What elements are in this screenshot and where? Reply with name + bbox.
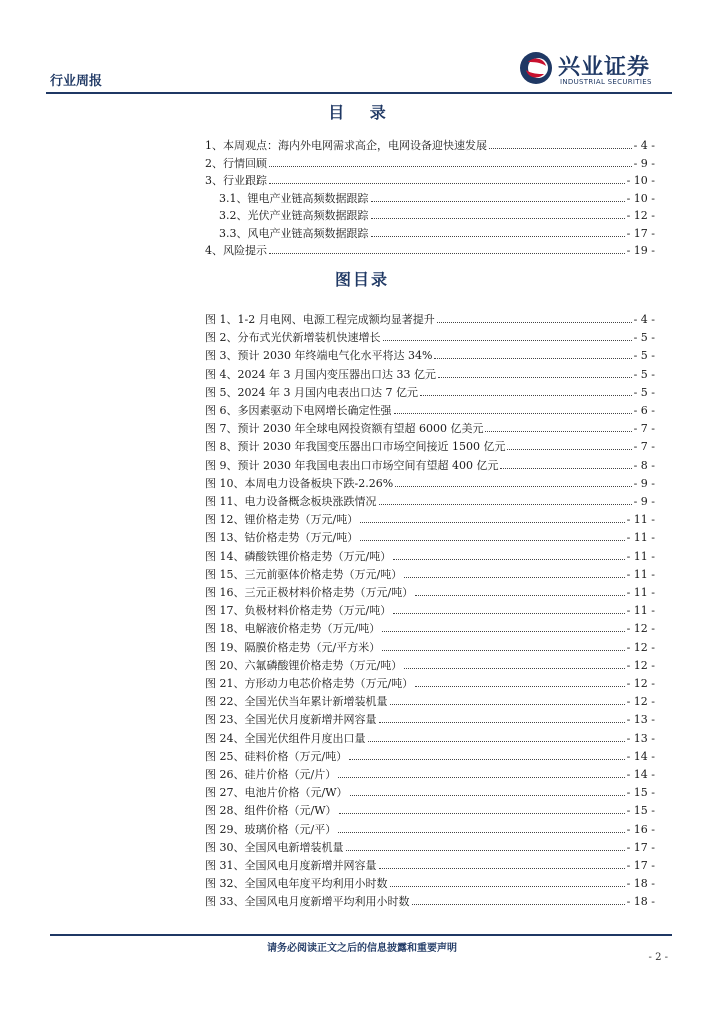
figure-entry-label: 图 33、全国风电月度新增平均利用小时数	[205, 895, 410, 909]
figure-entry[interactable]	[205, 872, 655, 890]
dot-leader	[507, 449, 631, 450]
figure-entry-page: - 11 -	[626, 604, 655, 618]
figure-entry-label: 图 4、2024 年 3 月国内变压器出口达 33 亿元	[205, 367, 436, 381]
figure-entry[interactable]	[205, 472, 655, 490]
figure-entry-label: 图 20、六氟磷酸锂价格走势（万元/吨）	[205, 658, 403, 672]
figure-entry-page: - 12 -	[626, 622, 655, 636]
toc-entry-page: - 10 -	[626, 191, 655, 205]
figure-entry[interactable]	[205, 508, 655, 526]
dot-leader	[500, 468, 631, 469]
figure-entry-label: 图 29、玻璃价格（元/平）	[205, 822, 337, 836]
figure-entry-page: - 5 -	[633, 331, 655, 345]
figure-entry[interactable]	[205, 581, 655, 599]
dot-leader	[420, 395, 632, 396]
figure-entry[interactable]	[205, 781, 655, 799]
figure-entry[interactable]	[205, 799, 655, 817]
dot-leader	[360, 522, 624, 523]
figure-entry[interactable]	[205, 890, 655, 908]
dot-leader	[390, 704, 625, 705]
header-divider	[46, 92, 672, 94]
figure-entry-label: 图 8、预计 2030 年我国变压器出口市场空间接近 1500 亿元	[205, 440, 506, 454]
dot-leader	[382, 631, 624, 632]
figure-entry[interactable]	[205, 745, 655, 763]
figure-entry[interactable]	[205, 308, 655, 326]
dot-leader	[379, 722, 625, 723]
figure-entry-page: - 17 -	[626, 859, 655, 872]
figure-entry-label: 图 21、方形动力电芯价格走势（万元/吨）	[205, 677, 414, 690]
figure-entry-page: - 14 -	[626, 749, 655, 763]
figure-entry[interactable]	[205, 727, 655, 745]
figure-entry-page: - 12 -	[626, 658, 655, 672]
figure-entry-page: - 5 -	[633, 385, 655, 399]
toc-entry-label: 3.2、光伏产业链高频数据跟踪	[219, 209, 369, 222]
figure-entry-label: 图 27、电池片价格（元/W）	[205, 786, 348, 800]
figure-entry[interactable]	[205, 599, 655, 617]
figures-title: 图目录	[334, 270, 389, 289]
figure-entry-page: - 7 -	[633, 440, 655, 454]
dot-leader	[339, 813, 625, 814]
figure-entry-page: - 14 -	[626, 768, 655, 781]
figure-entry[interactable]	[205, 690, 655, 708]
toc-entry[interactable]	[205, 239, 655, 257]
figure-entry-page: - 15 -	[626, 804, 655, 818]
figure-entry-label: 图 23、全国光伏月度新增并网容量	[205, 713, 377, 727]
dot-leader	[393, 613, 624, 614]
figure-entry-page: - 4 -	[633, 313, 655, 326]
page-number: - 2 -	[648, 952, 668, 963]
toc-entry[interactable]	[219, 204, 655, 222]
dot-leader	[338, 777, 624, 778]
figure-entry-page: - 9 -	[633, 476, 655, 490]
figure-entry-page: - 6 -	[633, 404, 655, 417]
figure-entry-page: - 13 -	[626, 713, 655, 727]
figure-entry[interactable]	[205, 326, 655, 344]
figure-entry[interactable]	[205, 545, 655, 563]
dot-leader	[350, 795, 625, 796]
dot-leader	[371, 236, 625, 237]
figure-entry-label: 图 18、电解液价格走势（万元/吨）	[205, 622, 381, 636]
toc-entry[interactable]	[219, 187, 655, 205]
toc-entry-label: 1、本周观点：海内外电网需求高企，电网设备迎快速发展	[205, 139, 487, 152]
figure-entry-page: - 7 -	[633, 422, 655, 436]
figure-entry[interactable]	[205, 344, 655, 362]
figure-entry-page: - 16 -	[626, 822, 655, 836]
figure-entry-label: 图 15、三元前驱体价格走势（万元/吨）	[205, 567, 403, 581]
figure-entry-page: - 11 -	[626, 531, 655, 545]
figure-entry-label: 图 17、负极材料价格走势（万元/吨）	[205, 604, 392, 618]
figure-entry-label: 图 3、预计 2030 年终端电气化水平将达 34%	[205, 349, 433, 363]
figure-entry[interactable]	[205, 399, 655, 417]
disclaimer-note: 请务必阅读正文之后的信息披露和重要声明	[267, 943, 457, 954]
figure-entry-label: 图 2、分布式光伏新增装机快速增长	[205, 331, 381, 345]
figure-entry-page: - 5 -	[633, 349, 655, 363]
dot-leader	[415, 595, 624, 596]
dot-leader	[360, 540, 624, 541]
dot-leader	[269, 166, 632, 167]
figure-entry[interactable]	[205, 654, 655, 672]
figure-entry[interactable]	[205, 454, 655, 472]
toc-entry-label: 3.1、锂电产业链高频数据跟踪	[219, 191, 369, 205]
logo-chinese-name: 兴业证券	[558, 55, 651, 80]
figure-entry-page: - 18 -	[626, 877, 655, 891]
figure-entry-label: 图 12、锂价格走势（万元/吨）	[205, 513, 359, 527]
dot-leader	[394, 413, 632, 414]
dot-leader	[368, 741, 625, 742]
figure-entry-label: 图 11、电力设备概念板块涨跌情况	[205, 495, 377, 508]
figure-entry-page: - 12 -	[626, 640, 655, 654]
dot-leader	[393, 559, 624, 560]
toc-entry-label: 4、风险提示	[205, 244, 267, 257]
toc-entry-page: - 17 -	[626, 226, 655, 240]
toc-entry-label: 3.3、风电产业链高频数据跟踪	[219, 226, 369, 240]
figure-entry[interactable]	[205, 854, 655, 872]
dot-leader	[395, 486, 631, 487]
figure-entry-page: - 12 -	[626, 695, 655, 709]
figure-entry[interactable]	[205, 708, 655, 726]
figure-entry[interactable]	[205, 636, 655, 654]
dot-leader	[434, 358, 631, 359]
toc-entry[interactable]	[205, 134, 655, 152]
figure-entry-label: 图 22、全国光伏当年累计新增装机量	[205, 695, 388, 709]
figure-entry[interactable]	[205, 818, 655, 836]
figure-entry[interactable]	[205, 563, 655, 581]
dot-leader	[412, 904, 625, 905]
dot-leader	[338, 832, 624, 833]
figure-entry[interactable]	[205, 526, 655, 544]
figure-entry[interactable]	[205, 435, 655, 453]
figure-entry-label: 图 7、预计 2030 年全球电网投资额有望超 6000 亿美元	[205, 422, 484, 436]
figure-entry[interactable]	[205, 417, 655, 435]
dot-leader	[485, 431, 631, 432]
figure-entry-label: 图 24、全国光伏组件月度出口量	[205, 731, 366, 745]
figure-entry[interactable]	[205, 381, 655, 399]
figure-entry-page: - 15 -	[626, 786, 655, 800]
dot-leader	[404, 577, 624, 578]
figure-entry-page: - 12 -	[626, 677, 655, 690]
company-logo	[518, 50, 678, 90]
figure-entry-page: - 5 -	[633, 367, 655, 381]
toc-entry-page: - 12 -	[626, 209, 655, 222]
toc-entry[interactable]	[205, 152, 655, 170]
figure-entry[interactable]	[205, 490, 655, 508]
dot-leader	[346, 850, 625, 851]
toc-title: 目 录	[328, 103, 396, 122]
figure-entry[interactable]	[205, 836, 655, 854]
dot-leader	[437, 322, 632, 323]
figure-entry-label: 图 32、全国风电年度平均利用小时数	[205, 877, 388, 891]
figure-entry-label: 图 10、本周电力设备板块下跌-2.26%	[205, 476, 394, 490]
dot-leader	[438, 377, 632, 378]
figure-entry-page: - 11 -	[626, 567, 655, 581]
figure-entry-label: 图 19、隔膜价格走势（元/平方米）	[205, 640, 381, 654]
logo-mark-icon	[518, 50, 554, 86]
dot-leader	[379, 504, 632, 505]
figure-entry-label: 图 5、2024 年 3 月国内电表出口达 7 亿元	[205, 385, 418, 399]
dot-leader	[382, 650, 624, 651]
figure-entry-label: 图 6、多因素驱动下电网增长确定性强	[205, 404, 392, 417]
figure-entry-label: 图 30、全国风电新增装机量	[205, 840, 344, 854]
toc-entry-page: - 10 -	[626, 174, 655, 187]
figure-entry[interactable]	[205, 763, 655, 781]
toc-entry-page: - 9 -	[633, 156, 655, 170]
figure-entry-label: 图 1、1-2 月电网、电源工程完成额均显著提升	[205, 313, 435, 326]
toc-entry[interactable]	[219, 222, 655, 240]
dot-leader	[349, 759, 624, 760]
dot-leader	[371, 218, 625, 219]
toc-entry-label: 3、行业跟踪	[205, 174, 267, 187]
figure-entry-page: - 17 -	[626, 840, 655, 854]
dot-leader	[379, 868, 625, 869]
figure-entry-label: 图 13、钴价格走势（万元/吨）	[205, 531, 359, 545]
toc-entry[interactable]	[205, 169, 655, 187]
toc-entry-page: - 4 -	[633, 139, 655, 152]
figure-entry-page: - 8 -	[633, 458, 655, 472]
logo-english-name: INDUSTRIAL SECURITIES	[560, 78, 652, 86]
figure-entry-page: - 11 -	[626, 549, 655, 563]
figure-entry-label: 图 28、组件价格（元/W）	[205, 804, 337, 818]
figure-entry-label: 图 16、三元正极材料价格走势（万元/吨）	[205, 586, 414, 599]
figure-entry-label: 图 31、全国风电月度新增并网容量	[205, 859, 377, 872]
dot-leader	[415, 686, 624, 687]
toc-entry-page: - 19 -	[626, 244, 655, 257]
figure-entry-page: - 11 -	[626, 513, 655, 527]
figure-entry-label: 图 25、硅料价格（万元/吨）	[205, 749, 348, 763]
dot-leader	[404, 668, 624, 669]
footer-divider	[50, 934, 672, 936]
figure-entry-label: 图 9、预计 2030 年我国电表出口市场空间有望超 400 亿元	[205, 458, 499, 472]
figure-entry[interactable]	[205, 617, 655, 635]
dot-leader	[371, 201, 625, 202]
dot-leader	[489, 148, 632, 149]
figure-entry-page: - 9 -	[633, 495, 655, 508]
dot-leader	[269, 253, 625, 254]
toc-entry-label: 2、行情回顾	[205, 156, 267, 170]
figure-entry-label: 图 14、磷酸铁锂价格走势（万元/吨）	[205, 549, 392, 563]
dot-leader	[383, 340, 632, 341]
figure-entry-label: 图 26、硅片价格（元/片）	[205, 768, 337, 781]
figure-entry[interactable]	[205, 363, 655, 381]
figure-entry-page: - 11 -	[626, 586, 655, 599]
dot-leader	[390, 886, 625, 887]
figure-entry[interactable]	[205, 672, 655, 690]
figure-entry-page: - 13 -	[626, 731, 655, 745]
figure-entry-page: - 18 -	[626, 895, 655, 909]
report-type-label: 行业周报	[50, 74, 103, 89]
dot-leader	[269, 183, 625, 184]
